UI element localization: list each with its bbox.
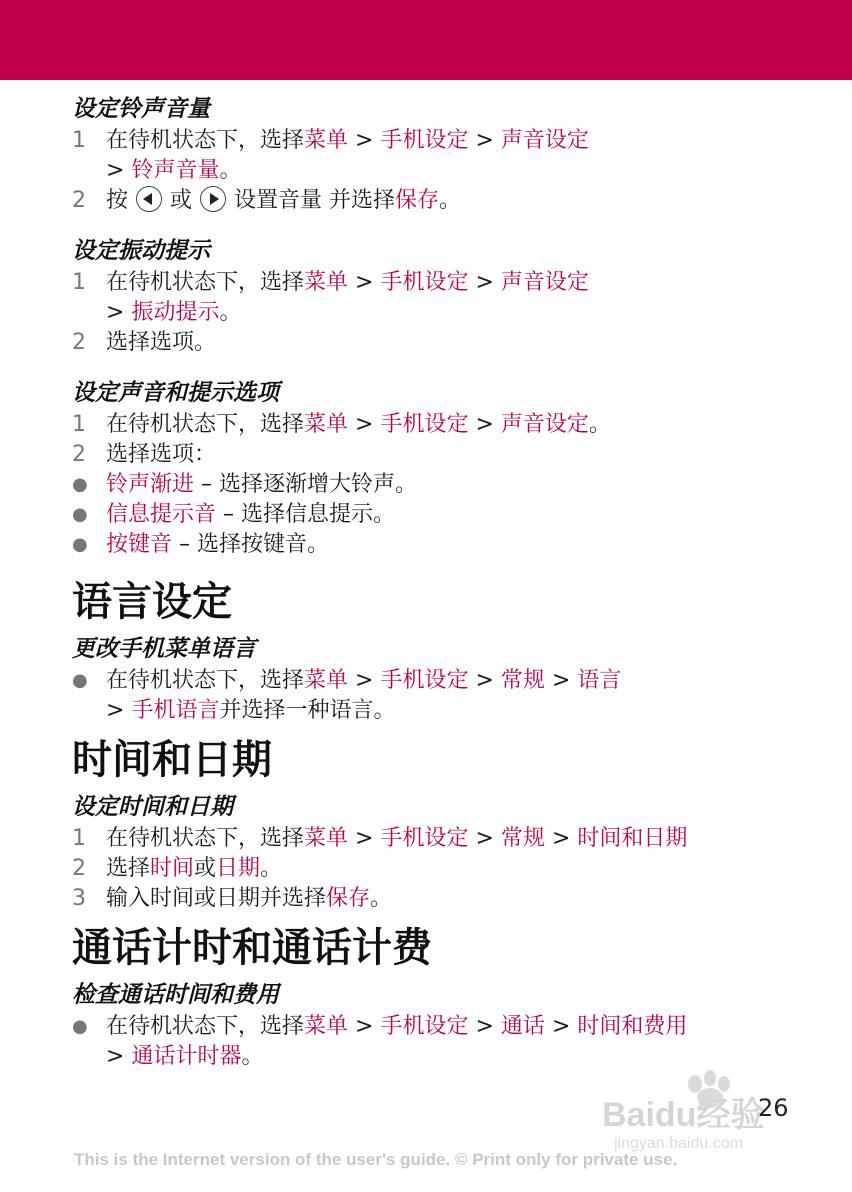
phone-settings-link[interactable]: 手机设定 [380,826,469,851]
separator: > [355,270,374,295]
option-term[interactable]: 按键音 [106,532,173,557]
watermark-text: Baidu经验 [602,1096,765,1134]
step-text: 并选择一种语言。 [219,698,396,723]
date-link[interactable]: 日期 [216,856,261,881]
bullet-icon: ● [72,474,88,495]
step-1 [72,268,812,298]
step-text: 在待机状态下，选择 [106,668,305,693]
list-item [72,666,812,696]
step-2 [72,186,812,216]
separator: > [106,698,125,723]
nav-right-icon [200,186,226,212]
subheading-change-language: 更改手机菜单语言 [72,636,256,662]
separator: > [475,668,494,693]
time-date-link[interactable]: 时间和日期 [577,826,688,851]
list-item [72,500,812,530]
step-text: 或 [170,188,193,213]
phone-settings-link[interactable]: 手机设定 [380,1014,469,1039]
save-link[interactable]: 保存 [395,188,440,213]
footer-note: This is the Internet version of the user's guide. © Print only for private use. [74,1150,678,1169]
sound-settings-link[interactable]: 声音设定 [500,412,589,437]
manual-content [72,92,812,1072]
step-number: 1 [72,270,86,295]
subheading-sound-options: 设定声音和提示选项 [72,380,279,406]
calls-link[interactable]: 通话 [500,1014,545,1039]
punct: 。 [370,886,393,911]
step-text: 选择选项： [106,442,217,467]
menu-link[interactable]: 菜单 [304,668,349,693]
heading-call-timer: 通话计时和通话计费 [72,925,432,971]
step-text: 在待机状态下，选择 [106,270,305,295]
separator: > [551,826,571,851]
punct: 。 [241,1044,264,1069]
bullet-icon: ● [72,670,88,691]
list-item-cont [72,696,812,726]
step-1 [72,410,812,440]
save-link[interactable]: 保存 [326,886,371,911]
phone-settings-link[interactable]: 手机设定 [380,412,469,437]
bullet-icon: ● [72,1016,88,1037]
call-timer-link[interactable]: 通话计时器 [131,1044,242,1069]
header-band [0,0,852,80]
step-text: 设置音量 并选择 [234,188,396,213]
step-text: 按 [106,188,129,213]
phone-settings-link[interactable]: 手机设定 [380,270,469,295]
step-2 [72,440,812,470]
step-number: 2 [72,442,86,467]
step-number: 2 [72,330,86,355]
separator: > [106,300,125,325]
step-text: 或 [194,856,217,881]
list-item [72,1012,812,1042]
vibrate-alert-link[interactable]: 振动提示 [131,300,220,325]
list-item [72,530,812,560]
menu-link[interactable]: 菜单 [304,412,349,437]
phone-language-link[interactable]: 手机语言 [131,698,220,723]
language-link[interactable]: 语言 [577,668,622,693]
separator: > [475,128,494,153]
step-1 [72,126,812,156]
step-text: 在待机状态下，选择 [106,1014,305,1039]
step-number: 1 [72,128,86,153]
separator: > [475,1014,494,1039]
page-number: 26 [758,1094,789,1122]
general-link[interactable]: 常规 [500,826,545,851]
separator: > [551,668,571,693]
step-text: 选择 [106,856,151,881]
step-text: 输入时间或日期并选择 [106,886,327,911]
separator: > [106,158,125,183]
menu-link[interactable]: 菜单 [304,826,349,851]
step-number: 2 [72,856,86,881]
nav-left-icon [136,186,162,212]
time-cost-link[interactable]: 时间和费用 [577,1014,688,1039]
separator: > [475,412,494,437]
punct: 。 [260,856,283,881]
separator: > [355,412,374,437]
separator: > [355,668,374,693]
phone-settings-link[interactable]: 手机设定 [380,668,469,693]
separator: > [355,1014,374,1039]
option-term[interactable]: 铃声渐进 [106,472,195,497]
punct: 。 [219,300,242,325]
step-3 [72,884,812,914]
step-1-cont [72,156,812,186]
separator: > [475,270,494,295]
separator: > [551,1014,571,1039]
separator: > [355,826,374,851]
option-term[interactable]: 信息提示音 [106,502,217,527]
step-number: 1 [72,412,86,437]
general-link[interactable]: 常规 [500,668,545,693]
option-desc: – 选择逐渐增大铃声。 [194,472,418,497]
heading-language: 语言设定 [72,579,232,625]
step-2 [72,328,812,358]
punct: 。 [439,188,462,213]
punct: 。 [588,412,611,437]
bullet-icon: ● [72,504,88,525]
menu-link[interactable]: 菜单 [304,128,349,153]
option-desc: – 选择按键音。 [172,532,330,557]
ring-volume-link[interactable]: 铃声音量 [131,158,220,183]
separator: > [475,826,494,851]
step-text: 在待机状态下，选择 [106,128,305,153]
watermark-subtext: jingyan.baidu.com [614,1135,743,1152]
time-link[interactable]: 时间 [150,856,195,881]
step-number: 1 [72,826,86,851]
option-desc: – 选择信息提示。 [216,502,396,527]
heading-time-date: 时间和日期 [72,737,272,783]
bullet-icon: ● [72,534,88,555]
step-1-cont [72,298,812,328]
step-text: 选择选项。 [106,330,217,355]
sound-settings-link[interactable]: 声音设定 [500,270,589,295]
subheading-vibrate: 设定振动提示 [72,238,210,264]
step-1 [72,824,812,854]
separator: > [355,128,374,153]
sound-settings-link[interactable]: 声音设定 [500,128,589,153]
separator: > [106,1044,125,1069]
step-number: 3 [72,886,86,911]
subheading-check-call-time: 检查通话时间和费用 [72,982,279,1008]
step-text: 在待机状态下，选择 [106,826,305,851]
step-text: 在待机状态下，选择 [106,412,305,437]
list-item [72,470,812,500]
phone-settings-link[interactable]: 手机设定 [380,128,469,153]
menu-link[interactable]: 菜单 [304,1014,349,1039]
step-2 [72,854,812,884]
menu-link[interactable]: 菜单 [304,270,349,295]
punct: 。 [219,158,242,183]
step-number: 2 [72,188,86,213]
subheading-set-time-date: 设定时间和日期 [72,794,233,820]
subheading-ring-volume: 设定铃声音量 [72,96,210,122]
